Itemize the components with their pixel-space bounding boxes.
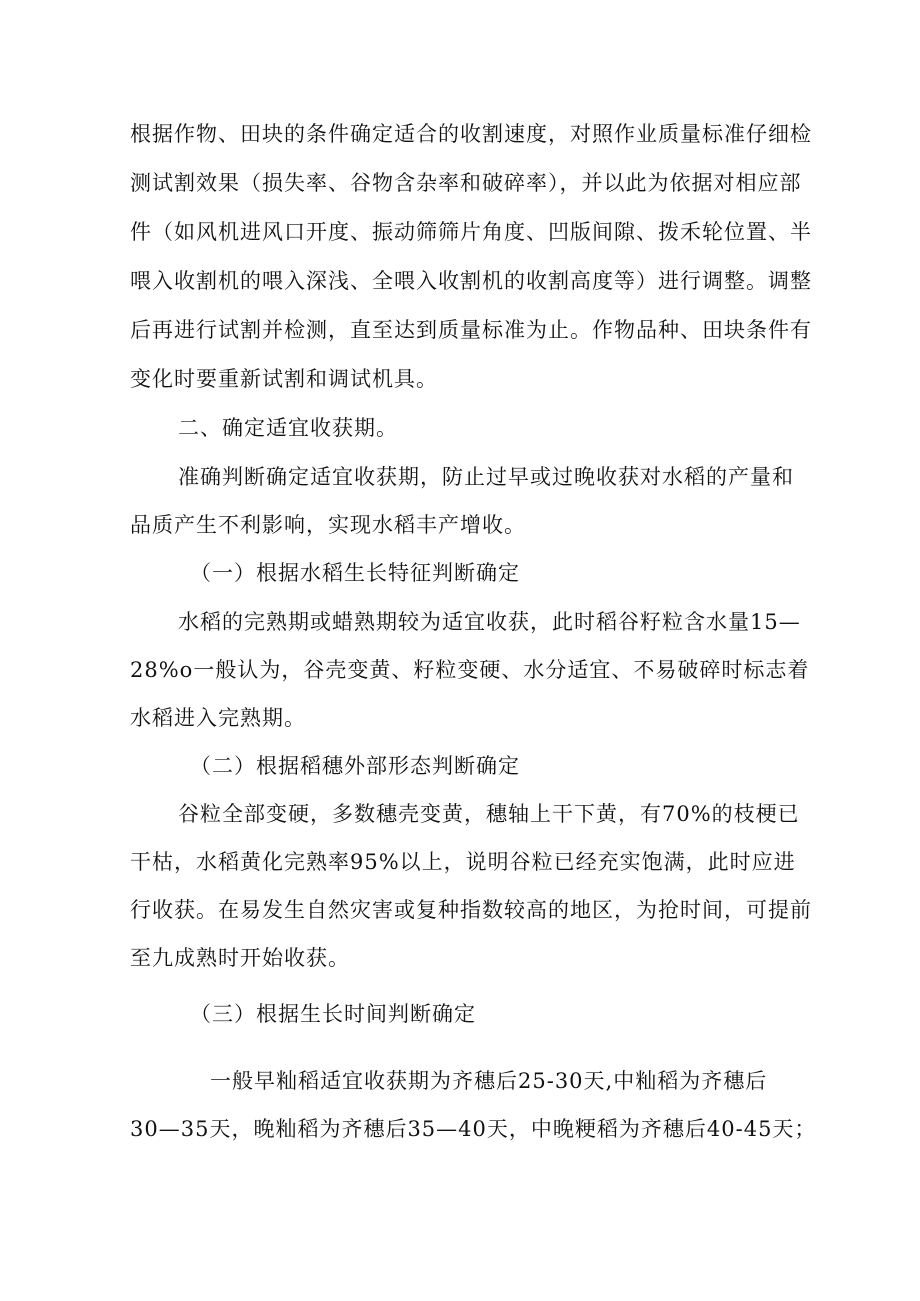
- paragraph-line: 30—35天，晚籼稻为齐穗后35—40天，中晚粳稻为齐穗后40-45天；: [130, 1117, 817, 1141]
- paragraph-line: 干枯，水稻黄化完熟率95%以上，说明谷粒已经充实饱满，此时应进: [130, 850, 796, 874]
- paragraph-line: 至九成熟时开始收获。: [130, 946, 350, 970]
- section-heading: 二、确定适宜收获期。: [178, 416, 398, 440]
- paragraph-line: 28%o一般认为，谷壳变黄、籽粒变硬、水分适宜、不易破碎时标志着: [130, 658, 810, 682]
- paragraph-line: 测试割效果（损失率、谷物含杂率和破碎率），并以此为依据对相应部: [130, 171, 802, 195]
- paragraph-line: 根据作物、田块的条件确定适合的收割速度，对照作业质量标准仔细检: [130, 122, 812, 146]
- paragraph-line: 水稻进入完熟期。: [130, 706, 306, 730]
- paragraph-line: 后再进行试割并检测，直至达到质量标准为止。作物品种、田块条件有: [130, 318, 812, 342]
- paragraph-line: 谷粒全部变硬，多数穗壳变黄，穗轴上干下黄，有70%的枝梗已: [178, 802, 800, 826]
- subsection-heading: （一）根据水稻生长特征判断确定: [190, 561, 520, 585]
- paragraph-line: 变化时要重新试割和调试机具。: [130, 367, 438, 391]
- paragraph-line: 行收获。在易发生自然灾害或复种指数较高的地区，为抢时间，可提前: [130, 898, 812, 922]
- paragraph-line: 件（如风机进风口开度、振动筛筛片角度、凹版间隙、拨禾轮位置、半: [130, 220, 812, 244]
- paragraph-line: 喂入收割机的喂入深浅、全喂入收割机的收割高度等）进行调整。调整: [130, 269, 812, 293]
- paragraph-line: 一般早籼稻适宜收获期为齐穗后25-30天,中籼稻为齐穗后: [210, 1069, 768, 1093]
- paragraph-line: 准确判断确定适宜收获期，防止过早或过晚收获对水稻的产量和: [178, 465, 794, 489]
- paragraph-line: 品质产生不利影响，实现水稻丰产增收。: [130, 513, 526, 537]
- paragraph-line: 水稻的完熟期或蜡熟期较为适宜收获，此时稻谷籽粒含水量15—: [178, 610, 801, 634]
- subsection-heading: （三）根据生长时间判断确定: [190, 1002, 476, 1026]
- subsection-heading: （二）根据稻穗外部形态判断确定: [190, 754, 520, 778]
